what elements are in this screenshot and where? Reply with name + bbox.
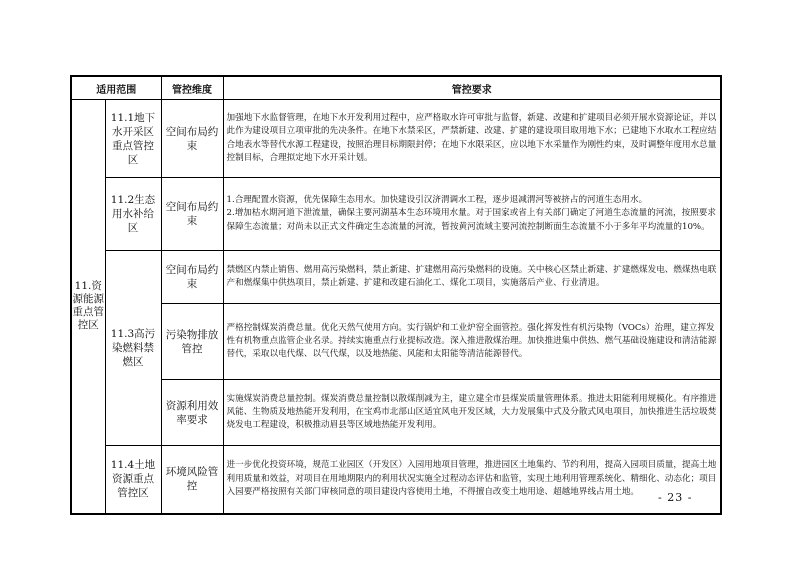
header-scope: 适用范围 <box>71 76 161 100</box>
dimension-cell: 空间布局约束 <box>161 251 223 304</box>
dimension-cell: 环境风险管控 <box>161 446 223 514</box>
requirement-cell: 禁燃区内禁止销售、燃用高污染燃料，禁止新建、扩建燃用高污染燃料的设施。关中核心区禁止新建、扩建燃煤发电、燃煤热电联产和燃煤集中供热项目，禁止新建、扩建和改建石油化工、煤化工项目，实施落后产业、行业清退。 <box>223 251 721 304</box>
control-requirements-table <box>70 75 722 515</box>
dimension-cell: 空间布局约束 <box>161 178 223 251</box>
requirement-cell: 加强地下水监督管理，在地下水开发利用过程中，应严格取水许可审批与监督，新建、改建和扩建项目必须开展水资源论证，并以此作为建设项目立项审批的先决条件。在地下水禁采区，严禁新建、改建、扩建的建设项目取用地下水；已建地下水取水工程应结合地表水等替代水源工程建设，按照治理目标期限封停；在地下水限采区，应以地下水采量作为刚性约束，及时调整年度用水总量控制目标，合理拟定地下水开采计划。 <box>223 100 721 178</box>
dimension-cell: 资源利用效率要求 <box>161 380 223 446</box>
header-dimension: 管控维度 <box>161 76 223 100</box>
dimension-cell: 污染物排放管控 <box>161 304 223 380</box>
header-requirement: 管控要求 <box>223 76 721 100</box>
requirement-line: 1.合理配置水资源，优先保障生态用水。加快建设引汉济渭调水工程，逐步退减渭河等被挤占的河道生态用水。 <box>226 195 648 206</box>
requirement-cell: 进一步优化投资环境，规范工业园区（开发区）入园用地项目管理，推进园区土地集约、节约利用，提高入园项目质量，提高土地利用质量和效益，对项目在用地期限内的利用状况实施全过程动态评估和监管，实现土地利用管理系统化、精细化、动态化；项目入园要严格按照有关部门审核同意的项目建设内容使用土地，不得擅自改变土地用途、超越地界线占用土地。 <box>223 446 721 514</box>
zone-cell: 11.4土地资源重点管控区 <box>105 446 161 514</box>
table-row <box>71 304 721 380</box>
dimension-cell: 空间布局约束 <box>161 100 223 178</box>
scope-cell: 11.资源能源重点管控区 <box>71 100 105 514</box>
page-number: - 23 - <box>658 491 693 504</box>
zone-cell: 11.3高污染燃料禁燃区 <box>105 251 161 446</box>
zone-cell: 11.1地下水开采区重点管控区 <box>105 100 161 178</box>
requirement-cell <box>223 178 721 251</box>
requirement-line: 2.增加枯水期河道下泄流量，确保主要河湖基本生态环境用水量。对于国家或省上有关部门确定了河道生态流量的河流，按照要求保障生态流量；对尚未以正式文件确定生态流量的河流，暂按黄河流域主要河流控制断面生态流量不小于多年平均流量的10%。 <box>226 208 716 232</box>
table-row <box>71 251 721 304</box>
requirement-cell: 实施煤炭消费总量控制。煤炭消费总量控制以散煤削减为主，建立建全市县煤炭质量管理体系。推进太阳能利用规模化。有序推进风能、生物质及地热能开发利用，在宝鸡市北部山区适宜风电开发区域，大力发展集中式及分散式风电项目，加快推进生活垃圾焚烧发电工程建设，积极推动眉县等区域地热能开发利用。 <box>223 380 721 446</box>
zone-cell: 11.2生态用水补给区 <box>105 178 161 251</box>
table-row <box>71 178 721 251</box>
table-row <box>71 100 721 178</box>
table-row <box>71 380 721 446</box>
table-header-row <box>71 76 721 100</box>
table-row <box>71 446 721 514</box>
requirement-cell: 严格控制煤炭消费总量。优化天然气使用方向。实行锅炉和工业炉窑全面管控。强化挥发性有机污染物（VOCs）治理，建立挥发性有机物重点监管企业名录。持续实施重点行业提标改造。深入推进散煤治理。加快推进集中供热、燃气基础设施建设和清洁能源替代，采取以电代煤、以气代煤，以及地热能、风能和太阳能等清洁能源替代。 <box>223 304 721 380</box>
